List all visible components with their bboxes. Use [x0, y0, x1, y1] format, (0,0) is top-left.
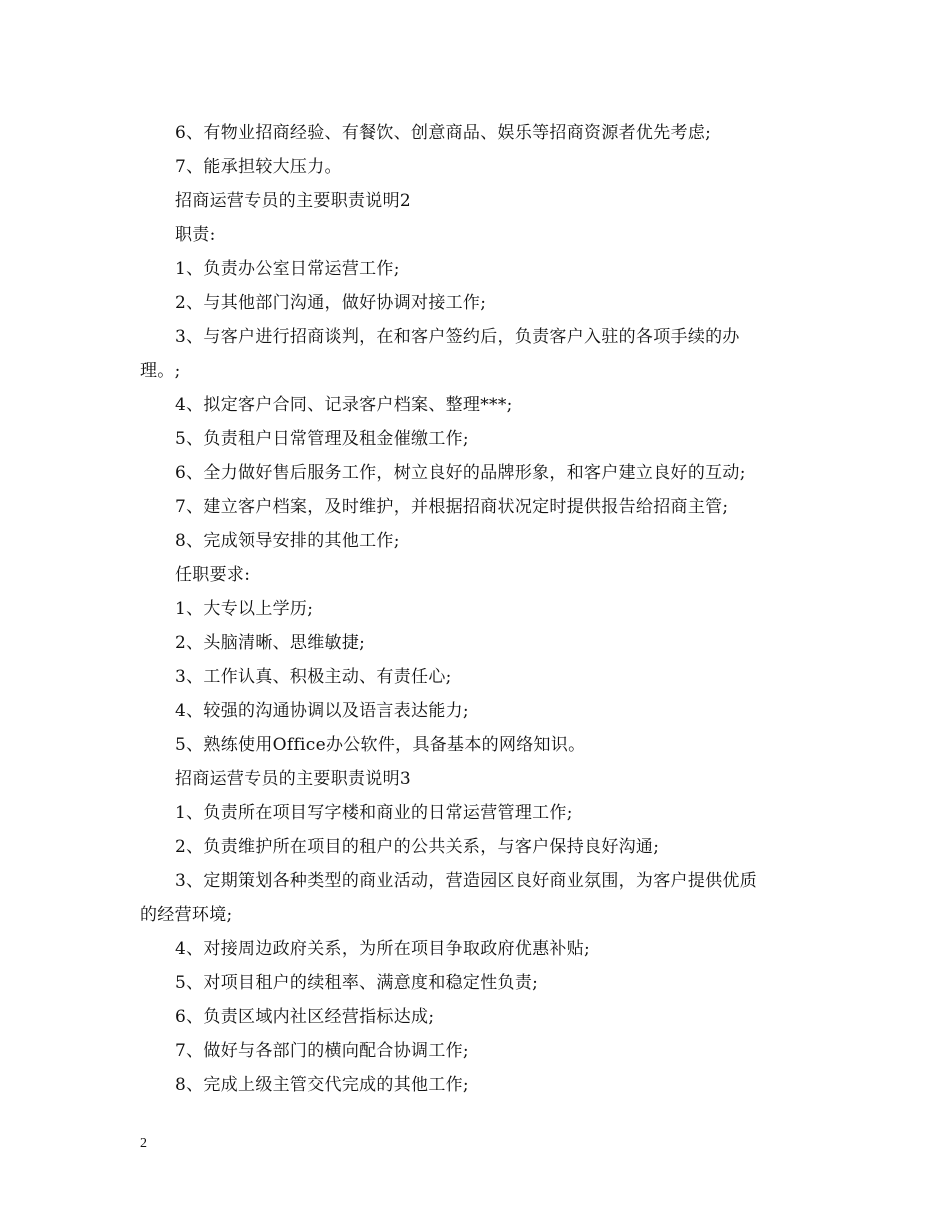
text-line: 3、定期策划各种类型的商业活动，营造园区良好商业氛围，为客户提供优质 — [175, 871, 758, 891]
text-line: 2、负责维护所在项目的租户的公共关系，与客户保持良好沟通; — [175, 837, 660, 857]
text-line: 5、负责租户日常管理及租金催缴工作; — [175, 429, 469, 449]
text-line: 招商运营专员的主要职责说明3 — [175, 769, 412, 789]
text-line: 5、熟练使用Office办公软件，具备基本的网络知识。 — [175, 735, 586, 755]
text-line: 2、与其他部门沟通，做好协调对接工作; — [175, 293, 487, 313]
text-line: 8、完成上级主管交代完成的其他工作; — [175, 1075, 469, 1095]
text-line: 4、拟定客户合同、记录客户档案、整理***; — [175, 395, 513, 415]
document-body — [140, 116, 815, 1102]
text-line: 任职要求: — [175, 565, 251, 585]
text-line: 3、与客户进行招商谈判，在和客户签约后，负责客户入驻的各项手续的办 — [175, 327, 740, 347]
text-line: 6、全力做好售后服务工作，树立良好的品牌形象，和客户建立良好的互动; — [175, 463, 746, 483]
text-line: 4、对接周边政府关系，为所在项目争取政府优惠补贴; — [175, 939, 591, 959]
text-line: 2、头脑清晰、思维敏捷; — [175, 633, 366, 653]
text-line: 7、能承担较大压力。 — [175, 157, 342, 177]
text-line: 招商运营专员的主要职责说明2 — [175, 191, 412, 211]
text-line: 7、建立客户档案，及时维护，并根据招商状况定时提供报告给招商主管; — [175, 497, 729, 517]
text-line: 1、负责所在项目写字楼和商业的日常运营管理工作; — [175, 803, 573, 823]
text-line: 1、负责办公室日常运营工作; — [175, 259, 400, 279]
text-line: 3、工作认真、积极主动、有责任心; — [175, 667, 452, 687]
text-line: 的经营环境; — [140, 905, 233, 925]
text-line: 6、负责区域内社区经营指标达成; — [175, 1007, 435, 1027]
text-line: 4、较强的沟通协调以及语言表达能力; — [175, 701, 469, 721]
text-line: 8、完成领导安排的其他工作; — [175, 531, 400, 551]
text-line: 职责: — [175, 225, 216, 245]
text-line: 5、对项目租户的续租率、满意度和稳定性负责; — [175, 973, 539, 993]
text-line: 理。; — [140, 361, 181, 381]
text-line: 1、大专以上学历; — [175, 599, 314, 619]
text-line: 6、有物业招商经验、有餐饮、创意商品、娱乐等招商资源者优先考虑; — [175, 123, 712, 143]
text-line: 7、做好与各部门的横向配合协调工作; — [175, 1041, 469, 1061]
page-number: 2 — [140, 1136, 147, 1151]
